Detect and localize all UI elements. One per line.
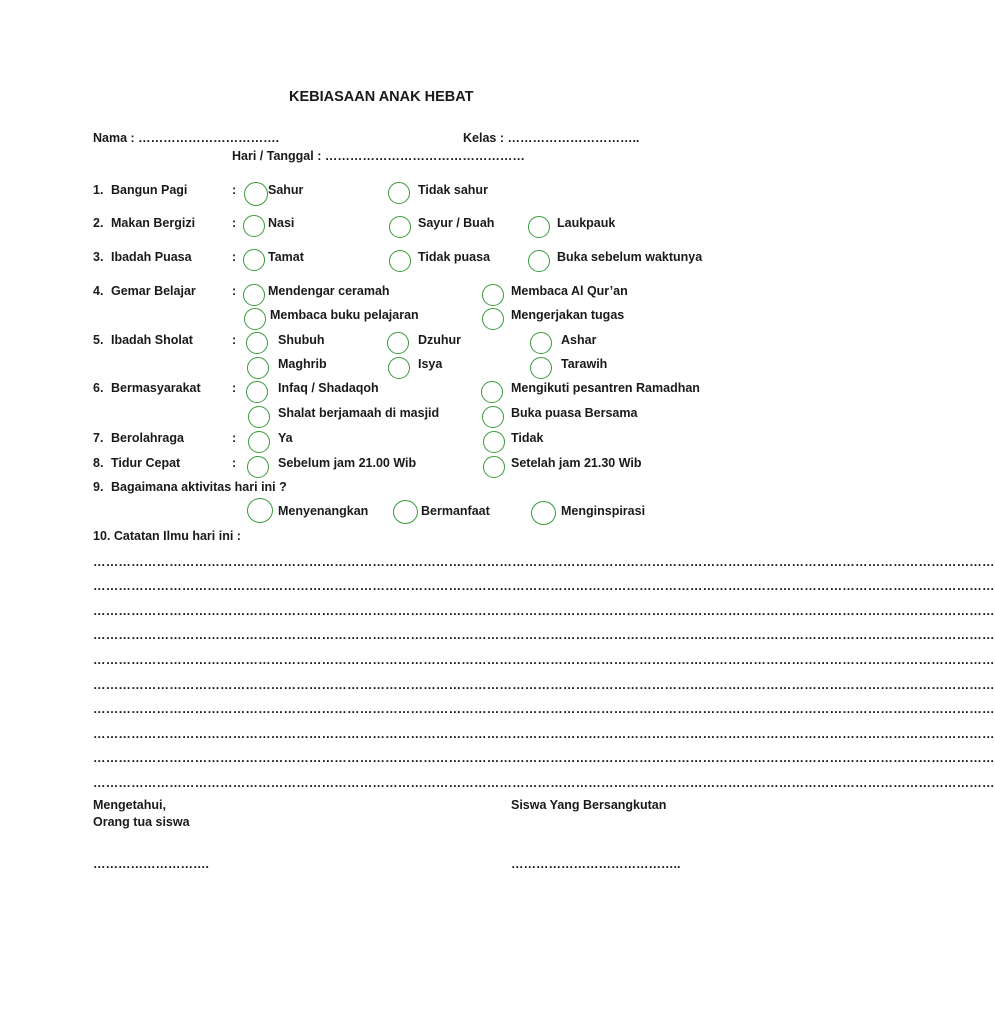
q9-label: Bagaimana aktivitas hari ini ? xyxy=(111,480,287,494)
option-label-sayur-buah: Sayur / Buah xyxy=(418,216,495,230)
option-label-ya: Ya xyxy=(278,431,293,445)
notes-line[interactable]: …………………………………………………………………………………………………………………………………………………………………………………………… xyxy=(93,628,995,642)
q8-number: 8. xyxy=(93,456,104,470)
checkbox-circle-tamat[interactable] xyxy=(243,249,265,271)
notes-line[interactable]: …………………………………………………………………………………………………………………………………………………………………………………………… xyxy=(93,678,995,692)
checkbox-circle-tidak-sahur[interactable] xyxy=(388,182,410,204)
notes-line[interactable]: …………………………………………………………………………………………………………………………………………………………………………………………… xyxy=(93,604,995,618)
checkbox-circle-tidak-puasa[interactable] xyxy=(389,250,411,272)
checkbox-circle-infaq[interactable] xyxy=(246,381,268,403)
q5-number: 5. xyxy=(93,333,104,347)
option-label-sahur: Sahur xyxy=(268,183,304,197)
checkbox-circle-membaca-alquran[interactable] xyxy=(482,284,504,306)
checkbox-circle-isya[interactable] xyxy=(388,357,410,379)
option-label-pesantren-ramadhan: Mengikuti pesantren Ramadhan xyxy=(511,381,700,395)
page-title: KEBIASAAN ANAK HEBAT xyxy=(289,89,474,105)
checkbox-circle-buka-sebelum[interactable] xyxy=(528,250,550,272)
checkbox-circle-mendengar-ceramah[interactable] xyxy=(243,284,265,306)
checkbox-circle-menyenangkan[interactable] xyxy=(247,498,273,523)
signature-line-siswa[interactable]: ………………………………….. xyxy=(511,857,681,871)
q9-number: 9. xyxy=(93,480,104,494)
checkbox-circle-dzuhur[interactable] xyxy=(387,332,409,354)
option-label-ashar: Ashar xyxy=(561,333,597,347)
notes-line[interactable]: …………………………………………………………………………………………………………………………………………………………………………………………… xyxy=(93,555,995,569)
checkbox-circle-tidak[interactable] xyxy=(483,431,505,453)
option-label-maghrib: Maghrib xyxy=(278,357,327,371)
notes-line[interactable]: …………………………………………………………………………………………………………………………………………………………………………………………… xyxy=(93,653,995,667)
checkbox-circle-setelah-jam[interactable] xyxy=(483,456,505,478)
notes-line[interactable]: …………………………………………………………………………………………………………………………………………………………………………………………… xyxy=(93,727,995,741)
checkbox-circle-tarawih[interactable] xyxy=(530,357,552,379)
q1-colon: : xyxy=(232,183,237,197)
mengetahui-label: Mengetahui, xyxy=(93,798,166,812)
option-label-infaq: Infaq / Shadaqoh xyxy=(278,381,379,395)
q1-label: Bangun Pagi xyxy=(111,183,188,197)
q4-label: Gemar Belajar xyxy=(111,284,196,298)
checkbox-circle-pesantren-ramadhan[interactable] xyxy=(481,381,503,403)
q6-colon: : xyxy=(232,381,237,395)
checkbox-circle-menginspirasi[interactable] xyxy=(531,501,556,525)
option-label-isya: Isya xyxy=(418,357,443,371)
kelas-field[interactable]: Kelas : ………………………….. xyxy=(463,131,640,145)
notes-line[interactable]: …………………………………………………………………………………………………………………………………………………………………………………………… xyxy=(93,751,995,765)
siswa-label: Siswa Yang Bersangkutan xyxy=(511,798,667,812)
notes-line[interactable]: …………………………………………………………………………………………………………………………………………………………………………………………… xyxy=(93,702,995,716)
option-label-shubuh: Shubuh xyxy=(278,333,325,347)
option-label-dzuhur: Dzuhur xyxy=(418,333,462,347)
option-label-nasi: Nasi xyxy=(268,216,295,230)
checkbox-circle-shubuh[interactable] xyxy=(246,332,268,354)
option-label-menyenangkan: Menyenangkan xyxy=(278,504,369,518)
q8-label: Tidur Cepat xyxy=(111,456,181,470)
q1-number: 1. xyxy=(93,183,104,197)
checkbox-circle-sayur-buah[interactable] xyxy=(389,216,411,238)
checkbox-circle-sebelum-jam[interactable] xyxy=(247,456,269,478)
signature-line-orangtua[interactable]: ………………………. xyxy=(93,857,209,871)
nama-field[interactable]: Nama : ……………………………. xyxy=(93,131,280,145)
q8-colon: : xyxy=(232,456,237,470)
option-label-membaca-alquran: Membaca Al Qur’an xyxy=(511,284,628,298)
q4-colon: : xyxy=(232,284,237,298)
notes-line[interactable]: …………………………………………………………………………………………………………………………………………………………………………………………… xyxy=(93,579,995,593)
option-label-membaca-buku: Membaca buku pelajaran xyxy=(270,308,419,322)
q4-number: 4. xyxy=(93,284,104,298)
q6-number: 6. xyxy=(93,381,104,395)
checkbox-circle-bermanfaat[interactable] xyxy=(393,500,418,524)
q3-colon: : xyxy=(232,250,237,264)
option-label-bermanfaat: Bermanfaat xyxy=(421,504,490,518)
q3-number: 3. xyxy=(93,250,104,264)
checkbox-circle-membaca-buku[interactable] xyxy=(244,308,266,330)
hari-tanggal-field[interactable]: Hari / Tanggal : ………………………………………… xyxy=(232,149,525,163)
checkbox-circle-ashar[interactable] xyxy=(530,332,552,354)
option-label-buka-puasa: Buka puasa Bersama xyxy=(511,406,638,420)
checkbox-circle-buka-puasa[interactable] xyxy=(482,406,504,428)
q10-label: 10. Catatan Ilmu hari ini : xyxy=(93,529,241,543)
notes-line[interactable]: …………………………………………………………………………………………………………………………………………………………………………………………… xyxy=(93,776,995,790)
option-label-tidak-puasa: Tidak puasa xyxy=(418,250,491,264)
checkbox-circle-nasi[interactable] xyxy=(243,215,265,237)
checkbox-circle-ya[interactable] xyxy=(248,431,270,453)
checkbox-circle-mengerjakan-tugas[interactable] xyxy=(482,308,504,330)
option-label-menginspirasi: Menginspirasi xyxy=(561,504,646,518)
q2-colon: : xyxy=(232,216,237,230)
option-label-mengerjakan-tugas: Mengerjakan tugas xyxy=(511,308,625,322)
q5-colon: : xyxy=(232,333,237,347)
option-label-laukpauk: Laukpauk xyxy=(557,216,616,230)
option-label-setelah-jam: Setelah jam 21.30 Wib xyxy=(511,456,642,470)
q2-number: 2. xyxy=(93,216,104,230)
option-label-tidak: Tidak xyxy=(511,431,544,445)
checkbox-circle-sahur[interactable] xyxy=(244,182,268,206)
q7-label: Berolahraga xyxy=(111,431,184,445)
orangtua-label: Orang tua siswa xyxy=(93,815,190,829)
q5-label: Ibadah Sholat xyxy=(111,333,193,347)
checkbox-circle-maghrib[interactable] xyxy=(247,357,269,379)
checkbox-circle-laukpauk[interactable] xyxy=(528,216,550,238)
option-label-sebelum-jam: Sebelum jam 21.00 Wib xyxy=(278,456,417,470)
option-label-shalat-berjamaah: Shalat berjamaah di masjid xyxy=(278,406,440,420)
option-label-tidak-sahur: Tidak sahur xyxy=(418,183,488,197)
q6-label: Bermasyarakat xyxy=(111,381,201,395)
option-label-mendengar-ceramah: Mendengar ceramah xyxy=(268,284,390,298)
q2-label: Makan Bergizi xyxy=(111,216,196,230)
q7-colon: : xyxy=(232,431,237,445)
option-label-buka-sebelum: Buka sebelum waktunya xyxy=(557,250,703,264)
option-label-tarawih: Tarawih xyxy=(561,357,608,371)
q7-number: 7. xyxy=(93,431,104,445)
checkbox-circle-shalat-berjamaah[interactable] xyxy=(248,406,270,428)
option-label-tamat: Tamat xyxy=(268,250,304,264)
q3-label: Ibadah Puasa xyxy=(111,250,192,264)
